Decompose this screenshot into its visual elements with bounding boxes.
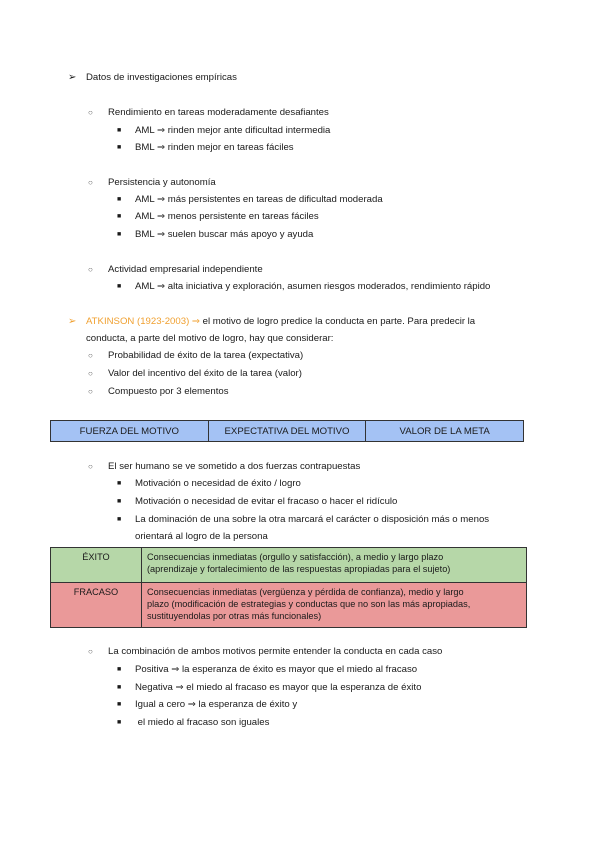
square-bullet-icon: ■ <box>117 144 122 151</box>
group-heading: Actividad empresarial independiente <box>108 264 263 275</box>
list-item: BML ⇒ rinden mejor en tareas fáciles <box>135 142 294 153</box>
circle-bullet-icon: ○ <box>88 108 93 117</box>
square-bullet-icon: ■ <box>117 127 122 134</box>
arrow-bullet-icon: ➢ <box>68 316 77 327</box>
group-heading: El ser humano se ve sometido a dos fuerzas contrapuestas <box>108 461 361 472</box>
list-item: Motivación o necesidad de evitar el fracaso o hacer el ridículo <box>135 496 398 507</box>
list-item: AML ⇒ rinden mejor ante dificultad intermedia <box>135 125 331 136</box>
list-item: Negativa ⇒ el miedo al fracaso es mayor que la esperanza de éxito <box>135 682 422 693</box>
list-item: Positiva ⇒ la esperanza de éxito es mayor que el miedo al fracaso <box>135 664 418 675</box>
square-bullet-icon: ■ <box>117 516 122 523</box>
exito-label: ÉXITO <box>51 548 142 583</box>
square-bullet-icon: ■ <box>117 480 122 487</box>
circle-bullet-icon: ○ <box>88 369 93 378</box>
square-bullet-icon: ■ <box>117 719 122 726</box>
cell-fuerza-del-motivo: FUERZA DEL MOTIVO <box>51 421 209 442</box>
fracaso-description <box>142 583 527 628</box>
square-bullet-icon: ■ <box>117 701 122 708</box>
list-item: Valor del incentivo del éxito de la tarea (valor) <box>108 368 302 379</box>
table-row-exito <box>51 548 527 583</box>
list-item: AML ⇒ menos persistente en tareas fáciles <box>135 211 319 222</box>
atkinson-paragraph-line2: conducta, a parte del motivo de logro, hay que considerar: <box>86 333 334 344</box>
circle-bullet-icon: ○ <box>88 178 93 187</box>
circle-bullet-icon: ○ <box>88 647 93 656</box>
list-item: Compuesto por 3 elementos <box>108 386 229 397</box>
square-bullet-icon: ■ <box>117 498 122 505</box>
square-bullet-icon: ■ <box>117 684 122 691</box>
arrow-bullet-icon: ➢ <box>68 72 77 83</box>
circle-bullet-icon: ○ <box>88 265 93 274</box>
fracaso-label: FRACASO <box>51 583 142 628</box>
atkinson-highlight: ATKINSON (1923-2003) ⇒ <box>86 316 200 327</box>
list-item: BML ⇒ suelen buscar más apoyo y ayuda <box>135 229 314 240</box>
square-bullet-icon: ■ <box>117 213 122 220</box>
list-item: Motivación o necesidad de éxito / logro <box>135 478 301 489</box>
square-bullet-icon: ■ <box>117 666 122 673</box>
square-bullet-icon: ■ <box>117 231 122 238</box>
list-item-line1: La dominación de una sobre la otra marcará el carácter o disposición más o menos <box>135 514 490 525</box>
group-heading: La combinación de ambos motivos permite entender la conducta en cada caso <box>108 646 443 657</box>
table-row-fracaso <box>51 583 527 628</box>
fracaso-line3: sustituyendolas por otras más funcionales) <box>147 611 322 621</box>
consequences-table <box>50 547 527 628</box>
fracaso-line1: Consecuencias inmediatas (vergüenza y pérdida de confianza), medio y largo <box>147 587 464 597</box>
square-bullet-icon: ■ <box>117 196 122 203</box>
list-item: AML ⇒ alta iniciativa y exploración, asumen riesgos moderados, rendimiento rápido <box>135 281 491 292</box>
cell-valor-de-la-meta: VALOR DE LA META <box>366 421 524 442</box>
exito-line1: Consecuencias inmediatas (orgullo y satisfacción), a medio y largo plazo <box>147 552 444 562</box>
atkinson-paragraph-line1 <box>86 315 550 329</box>
circle-bullet-icon: ○ <box>88 387 93 396</box>
list-item-line2: orientará al logro de la persona <box>135 531 268 542</box>
list-item: Igual a cero ⇒ la esperanza de éxito y <box>135 699 298 710</box>
square-bullet-icon: ■ <box>117 283 122 290</box>
section-title: Datos de investigaciones empíricas <box>86 72 237 83</box>
fracaso-line2: plazo (modificación de estrategias y conductas que no son las más apropiadas, <box>147 599 471 609</box>
list-item: Probabilidad de éxito de la tarea (expectativa) <box>108 350 304 361</box>
motive-table <box>50 420 524 442</box>
exito-description <box>142 548 527 583</box>
circle-bullet-icon: ○ <box>88 462 93 471</box>
table-row <box>51 421 524 442</box>
exito-line2: (aprendizaje y fortalecimiento de las respuestas apropiadas para el sujeto) <box>147 564 451 574</box>
atkinson-text: el motivo de logro predice la conducta en parte. Para predecir la <box>199 316 476 327</box>
group-heading: Persistencia y autonomía <box>108 177 216 188</box>
cell-expectativa-del-motivo: EXPECTATIVA DEL MOTIVO <box>208 421 366 442</box>
list-item: AML ⇒ más persistentes en tareas de dificultad moderada <box>135 194 383 205</box>
circle-bullet-icon: ○ <box>88 351 93 360</box>
list-item: el miedo al fracaso son iguales <box>135 717 270 728</box>
group-heading: Rendimiento en tareas moderadamente desafiantes <box>108 107 329 118</box>
